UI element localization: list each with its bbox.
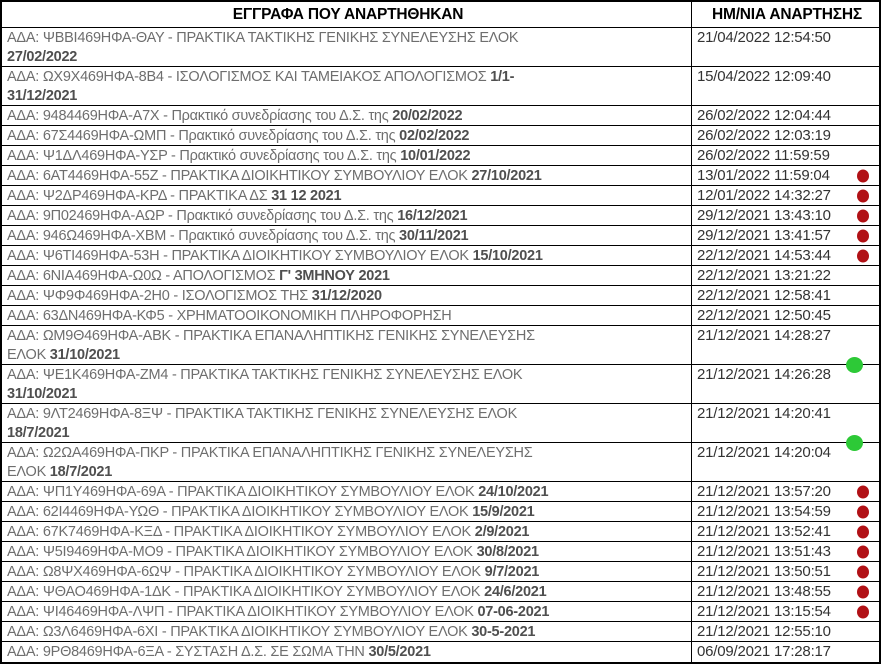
table-row[interactable] [2, 226, 879, 246]
document-cell [2, 522, 692, 541]
date-cell [692, 186, 879, 205]
upload-date: 22/12/2021 12:50:45 [697, 307, 831, 324]
red-dot-icon [857, 585, 869, 598]
upload-date: 21/12/2021 14:26:28 [697, 366, 831, 383]
document-cell [2, 166, 692, 185]
upload-date: 21/12/2021 13:15:54 [697, 603, 831, 620]
document-text: ΑΔΑ: 6ΝΙΑ469ΗΦΑ-Ω0Ω - ΑΠΟΛΟΓΙΣΜΟΣ Γ' 3ΜΗΝΟΥ 2021 [7, 268, 390, 284]
table-header-row [2, 2, 879, 28]
upload-date: 21/12/2021 13:54:59 [697, 503, 831, 520]
upload-date: 26/02/2022 11:59:59 [697, 147, 830, 164]
document-cell [2, 622, 692, 641]
red-dot-icon [857, 505, 869, 518]
table-row[interactable] [2, 562, 879, 582]
red-dot-icon [857, 249, 869, 262]
table-row[interactable] [2, 67, 879, 106]
table-row[interactable] [2, 146, 879, 166]
document-text: ΑΔΑ: 6ΑΤ4469ΗΦΑ-55Ζ - ΠΡΑΚΤΙΚΑ ΔΙΟΙΚΗΤΙΚΟΥ ΣΥΜΒΟΥΛΙΟΥ ΕΛΟΚ 27/10/2021 [7, 168, 542, 184]
document-text: ΑΔΑ: Ψ1ΔΛ469ΗΦΑ-ΥΣΡ - Πρακτικό συνεδρίασης του Δ.Σ. της 10/01/2022 [7, 148, 471, 164]
document-cell [2, 582, 692, 601]
document-text: ΑΔΑ: 67Κ7469ΗΦΑ-ΚΞΔ - ΠΡΑΚΤΙΚΑ ΔΙΟΙΚΗΤΙΚΟΥ ΣΥΜΒΟΥΛΙΟΥ ΕΛΟΚ 2/9/2021 [7, 524, 530, 540]
red-dot-icon [857, 605, 869, 618]
red-dot-icon [857, 485, 869, 498]
upload-date: 22/12/2021 13:21:22 [697, 267, 831, 284]
upload-date: 13/01/2022 11:59:04 [697, 167, 830, 184]
table-row[interactable] [2, 186, 879, 206]
upload-date: 29/12/2021 13:43:10 [697, 207, 831, 224]
date-cell [692, 226, 879, 245]
table-row[interactable] [2, 502, 879, 522]
document-text: ΑΔΑ: Ω3Λ6469ΗΦΑ-6ΧΙ - ΠΡΑΚΤΙΚΑ ΔΙΟΙΚΗΤΙΚΟΥ ΣΥΜΒΟΥΛΙΟΥ ΕΛΟΚ 30-5-2021 [7, 624, 536, 640]
documents-column-header [2, 2, 692, 27]
document-text: ΑΔΑ: 9ΡΘ8469ΗΦΑ-6ΞΑ - ΣΥΣΤΑΣΗ Δ.Σ. ΣΕ ΣΩΜΑ ΤΗΝ 30/5/2021 [7, 644, 431, 660]
table-row[interactable] [2, 306, 879, 326]
red-dot-icon [857, 525, 869, 538]
red-dot-icon [857, 565, 869, 578]
red-dot-icon [857, 229, 869, 242]
upload-date: 12/01/2022 14:32:27 [697, 187, 831, 204]
date-cell [692, 67, 879, 105]
document-text: ΑΔΑ: ΨΘΑΟ469ΗΦΑ-1ΔΚ - ΠΡΑΚΤΙΚΑ ΔΙΟΙΚΗΤΙΚΟΥ ΣΥΜΒΟΥΛΙΟΥ ΕΛΟΚ 24/6/2021 [7, 584, 547, 600]
document-text: ΑΔΑ: Ω2ΩΑ469ΗΦΑ-ΠΚΡ - ΠΡΑΚΤΙΚΑ ΕΠΑΝΑΛΗΠΤΙΚΗΣ ΓΕΝΙΚΗΣ ΣΥΝΕΛΕΥΣΗΣ ΕΛΟΚ 18/7/2021 [7, 445, 533, 480]
upload-date: 21/12/2021 14:20:41 [697, 405, 831, 422]
upload-date: 21/12/2021 12:55:10 [697, 623, 831, 640]
document-cell [2, 562, 692, 581]
table-row[interactable] [2, 443, 879, 482]
table-row[interactable] [2, 106, 879, 126]
document-text: ΑΔΑ: 62Ι4469ΗΦΑ-ΥΩΘ - ΠΡΑΚΤΙΚΑ ΔΙΟΙΚΗΤΙΚΟΥ ΣΥΜΒΟΥΛΙΟΥ ΕΛΟΚ 15/9/2021 [7, 504, 535, 520]
document-cell [2, 443, 692, 481]
date-cell [692, 246, 879, 265]
table-row[interactable] [2, 404, 879, 443]
date-cell [692, 482, 879, 501]
red-dot-icon [857, 169, 869, 182]
upload-date: 22/12/2021 14:53:44 [697, 247, 831, 264]
upload-date: 15/04/2022 12:09:40 [697, 68, 831, 85]
date-cell [692, 146, 879, 165]
green-dot-icon [846, 435, 863, 451]
document-text: ΑΔΑ: ΨΠ1Υ469ΗΦΑ-69Α - ΠΡΑΚΤΙΚΑ ΔΙΟΙΚΗΤΙΚΟΥ ΣΥΜΒΟΥΛΙΟΥ ΕΛΟΚ 24/10/2021 [7, 484, 549, 500]
document-cell [2, 502, 692, 521]
document-cell [2, 28, 692, 66]
date-cell [692, 542, 879, 561]
date-cell [692, 106, 879, 125]
document-cell [2, 126, 692, 145]
upload-date: 21/12/2021 13:52:41 [697, 523, 831, 540]
upload-date: 26/02/2022 12:04:44 [697, 107, 831, 124]
table-row[interactable] [2, 622, 879, 642]
document-cell [2, 542, 692, 561]
date-cell [692, 28, 879, 66]
document-text: ΑΔΑ: ΨΒΒΙ469ΗΦΑ-ΘΑΥ - ΠΡΑΚΤΙΚΑ ΤΑΚΤΙΚΗΣ ΓΕΝΙΚΗΣ ΣΥΝΕΛΕΥΣΗΣ ΕΛΟΚ 27/02/2022 [7, 30, 519, 65]
upload-date: 26/02/2022 12:03:19 [697, 127, 831, 144]
document-cell [2, 266, 692, 285]
date-column-header-label: ΗΜ/ΝΙΑ ΑΝΑΡΤΗΣΗΣ [711, 6, 862, 23]
table-row[interactable] [2, 365, 879, 404]
upload-date: 21/12/2021 14:20:04 [697, 444, 831, 461]
green-dot-icon [846, 357, 863, 373]
document-cell [2, 286, 692, 305]
document-text: ΑΔΑ: 9484469ΗΦΑ-Α7Χ - Πρακτικό συνεδρίασης του Δ.Σ. της 20/02/2022 [7, 108, 463, 124]
table-row[interactable] [2, 246, 879, 266]
document-text: ΑΔΑ: ΨΕ1Κ469ΗΦΑ-ΖΜ4 - ΠΡΑΚΤΙΚΑ ΤΑΚΤΙΚΗΣ ΓΕΝΙΚΗΣ ΣΥΝΕΛΕΥΣΗΣ ΕΛΟΚ 31/10/2021 [7, 367, 523, 402]
upload-date: 21/12/2021 13:50:51 [697, 563, 831, 580]
date-cell [692, 306, 879, 325]
document-text: ΑΔΑ: Ψ5Ι9469ΗΦΑ-ΜΟ9 - ΠΡΑΚΤΙΚΑ ΔΙΟΙΚΗΤΙΚΟΥ ΣΥΜΒΟΥΛΙΟΥ ΕΛΟΚ 30/8/2021 [7, 544, 539, 560]
date-cell [692, 502, 879, 521]
documents-column-header-label: ΕΓΓΡΑΦΑ ΠΟΥ ΑΝΑΡΤΗΘΗΚΑΝ [232, 6, 464, 23]
upload-date: 06/09/2021 17:28:17 [697, 643, 831, 660]
document-cell [2, 206, 692, 225]
table-row[interactable] [2, 582, 879, 602]
table-row[interactable] [2, 482, 879, 502]
date-cell [692, 642, 879, 662]
document-cell [2, 404, 692, 442]
date-cell [692, 562, 879, 581]
red-dot-icon [857, 209, 869, 222]
document-cell [2, 146, 692, 165]
table-row[interactable] [2, 286, 879, 306]
date-cell [692, 602, 879, 621]
table-row[interactable] [2, 602, 879, 622]
document-cell [2, 186, 692, 205]
document-text: ΑΔΑ: 9Π02469ΗΦΑ-ΑΩΡ - Πρακτικό συνεδρίασης του Δ.Σ. της 16/12/2021 [7, 208, 468, 224]
date-cell [692, 166, 879, 185]
red-dot-icon [857, 189, 869, 202]
date-cell [692, 286, 879, 305]
upload-date: 29/12/2021 13:41:57 [697, 227, 831, 244]
document-text: ΑΔΑ: ΨΙ46469ΗΦΑ-ΛΨΠ - ΠΡΑΚΤΙΚΑ ΔΙΟΙΚΗΤΙΚΟΥ ΣΥΜΒΟΥΛΙΟΥ ΕΛΟΚ 07-06-2021 [7, 604, 550, 620]
table-row[interactable] [2, 28, 879, 67]
document-cell [2, 106, 692, 125]
document-cell [2, 326, 692, 364]
red-dot-icon [857, 545, 869, 558]
document-cell [2, 642, 692, 662]
table-row[interactable] [2, 266, 879, 286]
date-cell [692, 126, 879, 145]
table-row[interactable] [2, 126, 879, 146]
document-text: ΑΔΑ: Ψ2ΔΡ469ΗΦΑ-ΚΡΔ - ΠΡΑΚΤΙΚΑ ΔΣ 31 12 2021 [7, 188, 342, 204]
document-text: ΑΔΑ: 67Σ4469ΗΦΑ-ΩΜΠ - Πρακτικό συνεδρίασης του Δ.Σ. της 02/02/2022 [7, 128, 470, 144]
document-text: ΑΔΑ: 63ΔΝ469ΗΦΑ-ΚΦ5 - ΧΡΗΜΑΤΟΟΙΚΟΝΟΜΙΚΗ ΠΛΗΡΟΦΟΡΗΣΗ [7, 308, 452, 324]
document-text: ΑΔΑ: Ω8ΨΧ469ΗΦΑ-6ΩΨ - ΠΡΑΚΤΙΚΑ ΔΙΟΙΚΗΤΙΚΟΥ ΣΥΜΒΟΥΛΙΟΥ ΕΛΟΚ 9/7/2021 [7, 564, 540, 580]
document-text: ΑΔΑ: Ψ6ΤΙ469ΗΦΑ-53Η - ΠΡΑΚΤΙΚΑ ΔΙΟΙΚΗΤΙΚΟΥ ΣΥΜΒΟΥΛΙΟΥ ΕΛΟΚ 15/10/2021 [7, 248, 543, 264]
document-cell [2, 365, 692, 403]
document-cell [2, 67, 692, 105]
upload-date: 21/12/2021 14:28:27 [697, 327, 831, 344]
table-row[interactable] [2, 206, 879, 226]
document-text: ΑΔΑ: ΩΜ9Θ469ΗΦΑ-ΑΒΚ - ΠΡΑΚΤΙΚΑ ΕΠΑΝΑΛΗΠΤΙΚΗΣ ΓΕΝΙΚΗΣ ΣΥΝΕΛΕΥΣΗΣ ΕΛΟΚ 31/10/2021 [7, 328, 535, 363]
document-text: ΑΔΑ: ΩΧ9Χ469ΗΦΑ-8Β4 - ΙΣΟΛΟΓΙΣΜΟΣ ΚΑΙ ΤΑΜΕΙΑΚΟΣ ΑΠΟΛΟΓΙΣΜΟΣ 1/1- 31/12/2021 [7, 69, 515, 104]
table-row[interactable] [2, 166, 879, 186]
table-row[interactable] [2, 642, 879, 662]
date-cell [692, 266, 879, 285]
date-cell [692, 522, 879, 541]
document-text: ΑΔΑ: ΨΦ9Φ469ΗΦΑ-2Η0 - ΙΣΟΛΟΓΙΣΜΟΣ ΤΗΣ 31/12/2020 [7, 288, 382, 304]
table-row[interactable] [2, 326, 879, 365]
date-column-header [692, 2, 879, 27]
upload-date: 21/12/2021 13:48:55 [697, 583, 831, 600]
document-cell [2, 482, 692, 501]
document-cell [2, 602, 692, 621]
date-cell [692, 206, 879, 225]
document-cell [2, 306, 692, 325]
upload-date: 21/12/2021 13:57:20 [697, 483, 831, 500]
document-cell [2, 246, 692, 265]
document-cell [2, 226, 692, 245]
upload-date: 22/12/2021 12:58:41 [697, 287, 831, 304]
table-row[interactable] [2, 542, 879, 562]
document-text: ΑΔΑ: 946Ω469ΗΦΑ-ΧΒΜ - Πρακτικό συνεδρίασης του Δ.Σ. της 30/11/2021 [7, 228, 469, 244]
upload-date: 21/04/2022 12:54:50 [697, 29, 831, 46]
upload-date: 21/12/2021 13:51:43 [697, 543, 831, 560]
date-cell [692, 582, 879, 601]
date-cell [692, 622, 879, 641]
document-text: ΑΔΑ: 9ΛΤ2469ΗΦΑ-8ΞΨ - ΠΡΑΚΤΙΚΑ ΤΑΚΤΙΚΗΣ ΓΕΝΙΚΗΣ ΣΥΝΕΛΕΥΣΗΣ ΕΛΟΚ 18/7/2021 [7, 406, 518, 441]
table-row[interactable] [2, 522, 879, 542]
